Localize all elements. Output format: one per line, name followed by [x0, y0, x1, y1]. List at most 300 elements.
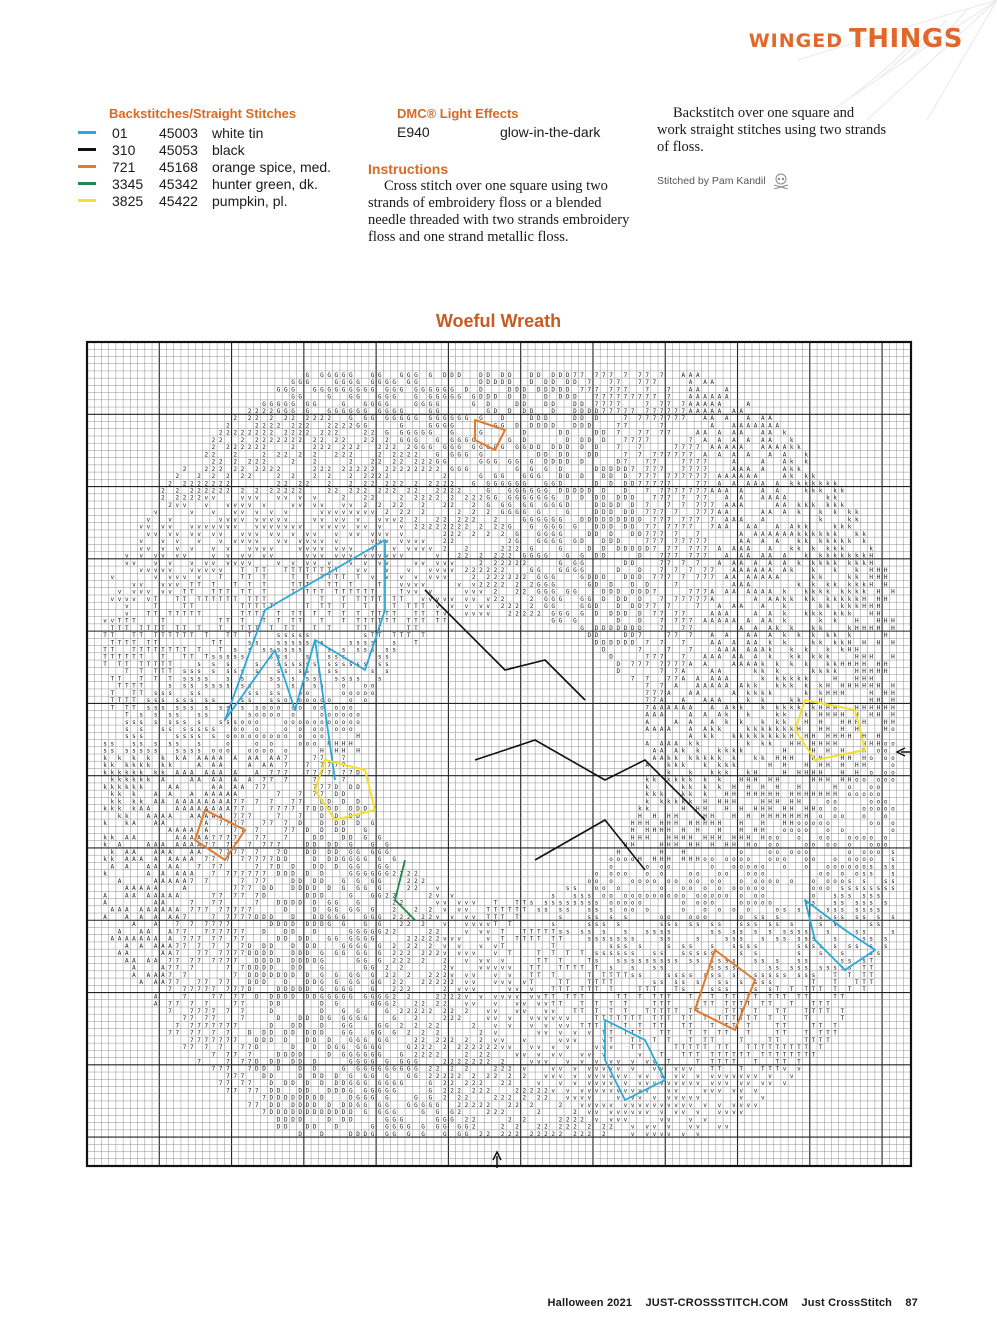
- svg-text:s: s: [190, 668, 194, 675]
- svg-text:G: G: [450, 415, 454, 422]
- svg-text:2: 2: [400, 965, 404, 972]
- svg-text:s: s: [754, 950, 758, 957]
- svg-text:s: s: [710, 965, 714, 972]
- svg-text:H: H: [804, 813, 808, 820]
- svg-text:D: D: [270, 1037, 274, 1044]
- svg-text:H: H: [739, 827, 743, 834]
- legend-code: 721: [112, 159, 159, 175]
- svg-text:7: 7: [226, 1066, 230, 1073]
- svg-text:o: o: [826, 885, 830, 892]
- svg-text:s: s: [385, 647, 389, 654]
- svg-text:s: s: [233, 654, 237, 661]
- svg-text:v: v: [573, 1030, 577, 1037]
- svg-text:D: D: [298, 1087, 302, 1094]
- svg-text:H: H: [718, 820, 722, 827]
- svg-text:G: G: [371, 914, 375, 921]
- svg-text:2: 2: [522, 560, 526, 567]
- svg-text:v: v: [638, 1073, 642, 1080]
- svg-text:A: A: [725, 589, 729, 596]
- svg-text:v: v: [335, 509, 339, 516]
- svg-text:o: o: [638, 892, 642, 899]
- svg-text:7: 7: [638, 647, 642, 654]
- svg-text:v: v: [306, 531, 310, 538]
- svg-text:T: T: [356, 610, 360, 617]
- svg-text:v: v: [168, 567, 172, 574]
- svg-text:s: s: [747, 943, 751, 950]
- svg-text:G: G: [363, 936, 367, 943]
- svg-text:s: s: [725, 986, 729, 993]
- svg-text:o: o: [775, 878, 779, 885]
- svg-text:D: D: [320, 914, 324, 921]
- credit-text: Stitched by Pam Kandil: [657, 175, 766, 187]
- svg-text:T: T: [139, 661, 143, 668]
- svg-text:H: H: [855, 661, 859, 668]
- svg-text:s: s: [884, 885, 888, 892]
- svg-text:s: s: [667, 943, 671, 950]
- svg-text:7: 7: [241, 885, 245, 892]
- svg-text:T: T: [154, 632, 158, 639]
- svg-text:k: k: [812, 589, 816, 596]
- svg-text:k: k: [833, 581, 837, 588]
- svg-text:v: v: [335, 524, 339, 531]
- svg-text:7: 7: [270, 842, 274, 849]
- svg-text:H: H: [761, 820, 765, 827]
- svg-text:v: v: [335, 538, 339, 545]
- svg-text:D: D: [631, 531, 635, 538]
- svg-text:k: k: [833, 632, 837, 639]
- svg-text:G: G: [385, 415, 389, 422]
- svg-text:k: k: [718, 762, 722, 769]
- svg-text:D: D: [595, 610, 599, 617]
- svg-text:v: v: [349, 545, 353, 552]
- svg-text:7: 7: [241, 798, 245, 805]
- svg-text:D: D: [638, 531, 642, 538]
- svg-text:v: v: [313, 531, 317, 538]
- svg-text:k: k: [118, 806, 122, 813]
- svg-text:2: 2: [515, 589, 519, 596]
- svg-text:v: v: [580, 1051, 584, 1058]
- svg-text:A: A: [255, 769, 259, 776]
- svg-text:k: k: [775, 733, 779, 740]
- svg-text:7: 7: [645, 466, 649, 473]
- svg-text:2: 2: [407, 1030, 411, 1037]
- svg-text:A: A: [783, 509, 787, 516]
- svg-text:v: v: [277, 516, 281, 523]
- svg-text:G: G: [371, 1066, 375, 1073]
- svg-text:G: G: [378, 950, 382, 957]
- svg-text:D: D: [313, 1030, 317, 1037]
- svg-text:2: 2: [241, 437, 245, 444]
- svg-text:2: 2: [508, 1073, 512, 1080]
- svg-text:s: s: [313, 683, 317, 690]
- svg-text:H: H: [812, 791, 816, 798]
- svg-text:D: D: [616, 495, 620, 502]
- svg-text:v: v: [154, 531, 158, 538]
- svg-text:H: H: [790, 813, 794, 820]
- svg-text:v: v: [219, 516, 223, 523]
- svg-text:H: H: [841, 661, 845, 668]
- svg-text:2: 2: [494, 560, 498, 567]
- svg-text:s: s: [768, 972, 772, 979]
- svg-text:G: G: [378, 856, 382, 863]
- svg-text:T: T: [262, 589, 266, 596]
- svg-text:7: 7: [248, 813, 252, 820]
- svg-text:T: T: [718, 1044, 722, 1051]
- svg-text:H: H: [667, 834, 671, 841]
- svg-text:D: D: [349, 806, 353, 813]
- svg-text:v: v: [718, 1080, 722, 1087]
- svg-text:o: o: [869, 842, 873, 849]
- svg-text:G: G: [392, 415, 396, 422]
- svg-text:2: 2: [436, 495, 440, 502]
- svg-text:H: H: [638, 834, 642, 841]
- svg-text:2: 2: [262, 422, 266, 429]
- svg-text:D: D: [356, 813, 360, 820]
- svg-text:2: 2: [479, 1080, 483, 1087]
- svg-text:k: k: [826, 654, 830, 661]
- svg-text:A: A: [775, 502, 779, 509]
- svg-text:2: 2: [320, 466, 324, 473]
- svg-text:v: v: [494, 1015, 498, 1022]
- svg-text:s: s: [204, 675, 208, 682]
- svg-text:k: k: [790, 675, 794, 682]
- svg-text:G: G: [544, 495, 548, 502]
- svg-text:D: D: [638, 567, 642, 574]
- svg-text:2: 2: [306, 415, 310, 422]
- svg-text:7: 7: [226, 1051, 230, 1058]
- svg-text:T: T: [869, 957, 873, 964]
- svg-text:T: T: [190, 632, 194, 639]
- svg-text:T: T: [118, 618, 122, 625]
- svg-text:2: 2: [421, 509, 425, 516]
- svg-text:o: o: [595, 871, 599, 878]
- svg-text:D: D: [638, 625, 642, 632]
- svg-text:D: D: [616, 625, 620, 632]
- svg-text:2: 2: [392, 993, 396, 1000]
- svg-text:7: 7: [653, 654, 657, 661]
- svg-text:G: G: [530, 516, 534, 523]
- svg-text:v: v: [219, 538, 223, 545]
- svg-text:T: T: [248, 625, 252, 632]
- svg-text:A: A: [732, 466, 736, 473]
- svg-text:A: A: [139, 943, 143, 950]
- svg-text:o: o: [226, 740, 230, 747]
- svg-text:D: D: [327, 1087, 331, 1094]
- svg-text:T: T: [313, 625, 317, 632]
- svg-text:H: H: [855, 654, 859, 661]
- svg-text:2: 2: [233, 466, 237, 473]
- svg-text:7: 7: [306, 806, 310, 813]
- svg-text:G: G: [392, 394, 396, 401]
- svg-text:G: G: [508, 524, 512, 531]
- svg-text:H: H: [725, 806, 729, 813]
- svg-text:D: D: [566, 394, 570, 401]
- svg-text:T: T: [819, 1022, 823, 1029]
- svg-text:2: 2: [270, 437, 274, 444]
- svg-text:k: k: [790, 654, 794, 661]
- svg-text:o: o: [833, 798, 837, 805]
- svg-text:s: s: [710, 921, 714, 928]
- svg-text:k: k: [841, 545, 845, 552]
- svg-text:A: A: [667, 740, 671, 747]
- svg-text:7: 7: [241, 965, 245, 972]
- svg-text:T: T: [291, 574, 295, 581]
- svg-text:T: T: [515, 936, 519, 943]
- svg-text:v: v: [486, 596, 490, 603]
- svg-text:H: H: [804, 769, 808, 776]
- svg-text:k: k: [645, 777, 649, 784]
- svg-text:T: T: [638, 993, 642, 1000]
- svg-text:D: D: [291, 1059, 295, 1066]
- svg-text:7: 7: [212, 856, 216, 863]
- svg-text:G: G: [356, 1066, 360, 1073]
- svg-text:H: H: [869, 697, 873, 704]
- svg-text:2: 2: [479, 581, 483, 588]
- svg-text:G: G: [385, 1095, 389, 1102]
- svg-text:A: A: [732, 581, 736, 588]
- svg-text:T: T: [139, 625, 143, 632]
- svg-text:2: 2: [443, 979, 447, 986]
- svg-text:A: A: [754, 625, 758, 632]
- svg-text:D: D: [306, 1015, 310, 1022]
- svg-text:7: 7: [241, 907, 245, 914]
- svg-text:s: s: [768, 986, 772, 993]
- svg-text:A: A: [739, 567, 743, 574]
- svg-text:H: H: [819, 777, 823, 784]
- svg-text:2: 2: [457, 1095, 461, 1102]
- svg-text:k: k: [761, 740, 765, 747]
- svg-text:v: v: [588, 1080, 592, 1087]
- svg-text:v: v: [479, 957, 483, 964]
- svg-text:2: 2: [407, 444, 411, 451]
- svg-text:s: s: [154, 712, 158, 719]
- svg-text:7: 7: [241, 813, 245, 820]
- svg-text:7: 7: [212, 921, 216, 928]
- svg-text:G: G: [356, 856, 360, 863]
- svg-text:s: s: [841, 892, 845, 899]
- svg-text:7: 7: [320, 784, 324, 791]
- svg-text:G: G: [472, 401, 476, 408]
- svg-text:s: s: [306, 661, 310, 668]
- svg-text:G: G: [371, 907, 375, 914]
- svg-text:G: G: [356, 394, 360, 401]
- svg-text:s: s: [176, 740, 180, 747]
- svg-text:v: v: [161, 581, 165, 588]
- svg-text:G: G: [414, 1066, 418, 1073]
- svg-text:o: o: [320, 733, 324, 740]
- svg-text:2: 2: [298, 430, 302, 437]
- svg-text:v: v: [573, 1080, 577, 1087]
- svg-text:T: T: [530, 972, 534, 979]
- svg-text:T: T: [624, 1030, 628, 1037]
- svg-text:7: 7: [682, 610, 686, 617]
- svg-text:k: k: [725, 769, 729, 776]
- svg-text:G: G: [537, 553, 541, 560]
- svg-text:H: H: [841, 690, 845, 697]
- svg-text:7: 7: [696, 603, 700, 610]
- svg-text:2: 2: [371, 495, 375, 502]
- svg-text:s: s: [176, 733, 180, 740]
- svg-text:T: T: [248, 581, 252, 588]
- svg-text:H: H: [862, 755, 866, 762]
- svg-text:k: k: [118, 784, 122, 791]
- svg-text:H: H: [797, 813, 801, 820]
- svg-text:2: 2: [197, 480, 201, 487]
- svg-text:2: 2: [313, 444, 317, 451]
- svg-text:A: A: [168, 943, 172, 950]
- svg-text:k: k: [812, 567, 816, 574]
- stitcher-credit: [657, 173, 790, 189]
- svg-text:T: T: [616, 993, 620, 1000]
- svg-text:2: 2: [429, 459, 433, 466]
- svg-text:s: s: [226, 683, 230, 690]
- svg-text:2: 2: [522, 1095, 526, 1102]
- svg-text:o: o: [349, 697, 353, 704]
- svg-text:s: s: [197, 675, 201, 682]
- svg-text:k: k: [110, 834, 114, 841]
- svg-text:s: s: [674, 957, 678, 964]
- svg-text:o: o: [819, 885, 823, 892]
- svg-text:s: s: [718, 928, 722, 935]
- svg-text:A: A: [226, 791, 230, 798]
- svg-text:2: 2: [400, 480, 404, 487]
- svg-text:s: s: [884, 899, 888, 906]
- svg-text:T: T: [291, 625, 295, 632]
- svg-text:v: v: [537, 1015, 541, 1022]
- svg-text:k: k: [783, 719, 787, 726]
- svg-text:o: o: [855, 834, 859, 841]
- svg-text:7: 7: [241, 943, 245, 950]
- svg-text:v: v: [270, 524, 274, 531]
- svg-text:2: 2: [306, 480, 310, 487]
- svg-text:s: s: [869, 943, 873, 950]
- svg-text:2: 2: [421, 502, 425, 509]
- svg-text:A: A: [768, 509, 772, 516]
- svg-text:G: G: [284, 386, 288, 393]
- svg-text:D: D: [631, 560, 635, 567]
- svg-text:k: k: [812, 487, 816, 494]
- svg-text:G: G: [378, 1051, 382, 1058]
- svg-text:A: A: [139, 856, 143, 863]
- svg-text:2: 2: [197, 495, 201, 502]
- svg-text:s: s: [761, 979, 765, 986]
- svg-text:o: o: [653, 892, 657, 899]
- svg-text:s: s: [645, 957, 649, 964]
- svg-text:H: H: [891, 704, 895, 711]
- svg-text:v: v: [544, 1059, 548, 1066]
- svg-text:D: D: [262, 1066, 266, 1073]
- svg-text:v: v: [335, 545, 339, 552]
- svg-text:o: o: [696, 914, 700, 921]
- svg-text:H: H: [768, 813, 772, 820]
- svg-text:2: 2: [284, 451, 288, 458]
- svg-text:k: k: [103, 769, 107, 776]
- svg-text:D: D: [327, 849, 331, 856]
- svg-text:v: v: [472, 589, 476, 596]
- svg-text:v: v: [783, 1080, 787, 1087]
- svg-text:s: s: [710, 957, 714, 964]
- svg-text:s: s: [378, 661, 382, 668]
- svg-text:7: 7: [660, 553, 664, 560]
- svg-text:2: 2: [219, 487, 223, 494]
- svg-text:A: A: [783, 473, 787, 480]
- svg-text:G: G: [580, 596, 584, 603]
- svg-text:v: v: [494, 1008, 498, 1015]
- svg-text:v: v: [551, 1015, 555, 1022]
- svg-text:D: D: [616, 459, 620, 466]
- svg-text:7: 7: [660, 466, 664, 473]
- svg-text:T: T: [255, 596, 259, 603]
- svg-text:v: v: [739, 1087, 743, 1094]
- svg-text:v: v: [465, 979, 469, 986]
- svg-text:7: 7: [190, 1030, 194, 1037]
- svg-text:T: T: [725, 1015, 729, 1022]
- svg-text:A: A: [132, 820, 136, 827]
- svg-text:v: v: [739, 1080, 743, 1087]
- svg-text:k: k: [804, 487, 808, 494]
- svg-text:T: T: [183, 647, 187, 654]
- svg-text:A: A: [660, 755, 664, 762]
- svg-text:T: T: [183, 654, 187, 661]
- svg-text:v: v: [472, 610, 476, 617]
- svg-text:v: v: [443, 907, 447, 914]
- svg-text:o: o: [624, 856, 628, 863]
- svg-text:G: G: [544, 502, 548, 509]
- svg-text:D: D: [609, 531, 613, 538]
- svg-text:o: o: [262, 748, 266, 755]
- svg-text:k: k: [812, 502, 816, 509]
- svg-text:s: s: [255, 690, 259, 697]
- svg-text:2: 2: [363, 473, 367, 480]
- svg-text:v: v: [595, 1059, 599, 1066]
- svg-text:k: k: [790, 661, 794, 668]
- svg-text:v: v: [378, 516, 382, 523]
- svg-text:7: 7: [703, 480, 707, 487]
- svg-text:H: H: [862, 762, 866, 769]
- svg-text:2: 2: [421, 524, 425, 531]
- svg-text:v: v: [602, 1087, 606, 1094]
- svg-text:2: 2: [443, 487, 447, 494]
- svg-text:D: D: [270, 1059, 274, 1066]
- svg-text:D: D: [291, 863, 295, 870]
- svg-text:2: 2: [392, 480, 396, 487]
- svg-text:G: G: [522, 495, 526, 502]
- svg-text:D: D: [595, 509, 599, 516]
- svg-text:s: s: [682, 979, 686, 986]
- svg-text:T: T: [812, 979, 816, 986]
- svg-text:A: A: [710, 610, 714, 617]
- svg-text:s: s: [804, 972, 808, 979]
- svg-text:7: 7: [212, 993, 216, 1000]
- svg-text:7: 7: [190, 965, 194, 972]
- svg-text:T: T: [609, 1008, 613, 1015]
- svg-text:s: s: [125, 726, 129, 733]
- svg-text:s: s: [819, 943, 823, 950]
- svg-text:v: v: [515, 1001, 519, 1008]
- svg-text:A: A: [660, 697, 664, 704]
- svg-text:T: T: [696, 1059, 700, 1066]
- svg-text:G: G: [349, 1030, 353, 1037]
- svg-text:D: D: [537, 422, 541, 429]
- svg-text:k: k: [761, 690, 765, 697]
- svg-text:2: 2: [429, 1051, 433, 1058]
- svg-text:A: A: [197, 762, 201, 769]
- svg-text:G: G: [349, 408, 353, 415]
- svg-text:s: s: [559, 914, 563, 921]
- svg-text:A: A: [190, 849, 194, 856]
- svg-text:7: 7: [233, 1073, 237, 1080]
- svg-text:T: T: [754, 1015, 758, 1022]
